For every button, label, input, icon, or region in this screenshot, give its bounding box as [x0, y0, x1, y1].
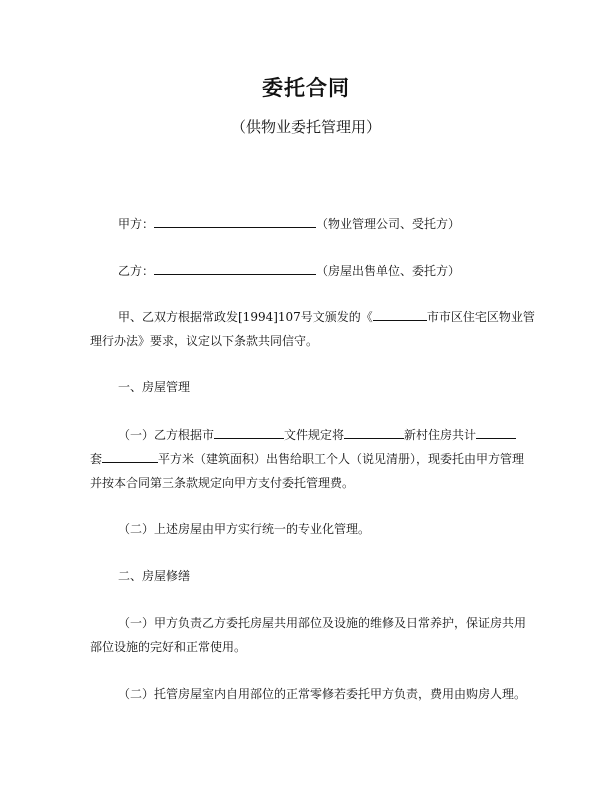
- party-b-note: （房屋出售单位、委托方）: [316, 264, 461, 278]
- s1-p1-text-e: 平方米（建筑面积）出售给职工个人（说见清册），现委托由甲方管理: [158, 452, 525, 466]
- party-a-blank: [154, 214, 316, 228]
- party-b-label: 乙方：: [118, 264, 155, 278]
- s2-p1-line-1: （一）甲方负责乙方委托房屋共用部位及设施的维修及日常养护，保证房共用: [118, 616, 527, 630]
- area-blank: [102, 449, 158, 463]
- s1-p1-text-b: 文件规定将: [284, 428, 345, 442]
- document-subtitle: （供物业委托管理用）: [230, 118, 381, 136]
- intro-text-a: 甲、乙双方根据常政发[1994]107号文颁发的《: [118, 310, 373, 324]
- village-blank: [344, 425, 404, 439]
- city-blank: [214, 425, 284, 439]
- party-b-blank: [154, 261, 316, 275]
- intro-blank: [373, 307, 427, 321]
- section1-heading: 一、房屋管理: [118, 380, 191, 394]
- s1-p2: （二）上述房屋由甲方实行统一的专业化管理。: [118, 522, 371, 536]
- s2-p2: （二）托管房屋室内自用部位的正常零修若委托甲方负责，费用由购房人理。: [118, 687, 527, 701]
- party-a-note: （物业管理公司、受托方）: [316, 217, 461, 231]
- s2-p1-line-2: 部位设施的完好和正常使用。: [90, 640, 247, 654]
- party-b-line: [118, 260, 558, 282]
- s1-p1-line-1: [118, 424, 558, 446]
- s1-p1-line-3: 并按本合同第三条款规定向甲方支付委托管理费。: [90, 476, 355, 490]
- party-a-line: [118, 213, 558, 235]
- section2-heading: 二、房屋修缮: [118, 569, 191, 583]
- count-blank: [476, 425, 516, 439]
- s1-p1-line-2: [90, 448, 530, 470]
- intro-line-2: 理行办法》要求，议定以下条款共同信守。: [90, 334, 319, 348]
- party-a-label: 甲方：: [118, 217, 155, 231]
- s1-p1-text-a: （一）乙方根据市: [118, 428, 215, 442]
- intro-text-b: 市市区住宅区物业管: [426, 310, 535, 324]
- s1-p1-text-d: 套: [90, 452, 103, 466]
- intro-line-1: [118, 306, 558, 328]
- s1-p1-text-c: 新村住房共计: [404, 428, 477, 442]
- document-title: 委托合同: [262, 76, 350, 100]
